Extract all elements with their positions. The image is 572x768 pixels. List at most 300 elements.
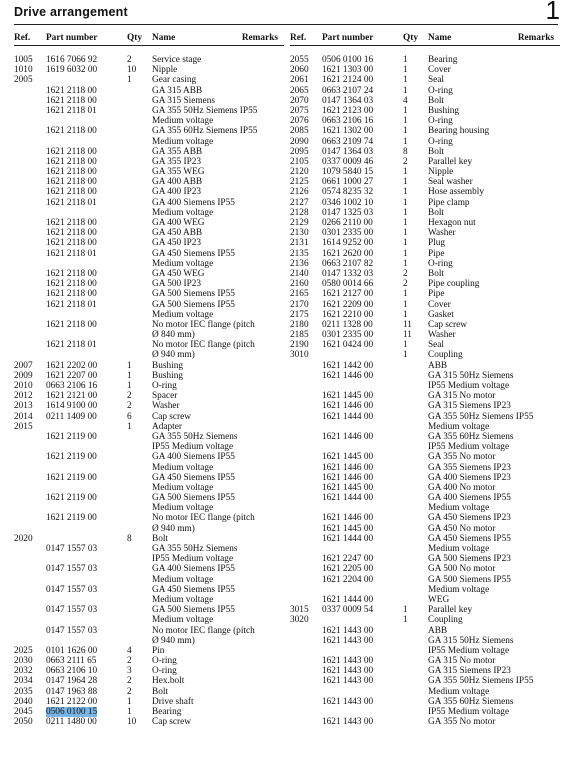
part-number-cell: 1621 2118 01 bbox=[46, 197, 97, 208]
table-row bbox=[14, 238, 284, 248]
part-number-cell: 1621 1443 00 bbox=[322, 666, 374, 677]
qty-cell: 1 bbox=[403, 340, 408, 351]
name-cell: GA 450 IP23 bbox=[152, 238, 202, 249]
name-cell: Medium voltage bbox=[152, 136, 214, 147]
name-cell: Bolt bbox=[152, 533, 169, 544]
table-row bbox=[14, 595, 284, 605]
part-number-cell: 1621 2118 00 bbox=[46, 289, 97, 300]
table-row bbox=[290, 279, 560, 289]
name-cell: GA 400 ABB bbox=[152, 177, 203, 188]
header-name: Name bbox=[428, 33, 452, 43]
name-cell: GA 355 60Hz Siemens IP55 bbox=[152, 126, 258, 137]
name-cell: Nipple bbox=[152, 65, 178, 76]
ref-cell: 2160 bbox=[290, 279, 309, 290]
parts-list-left bbox=[14, 55, 284, 727]
table-row bbox=[14, 177, 284, 187]
part-number-cell: 0337 0009 54 bbox=[322, 605, 374, 616]
name-cell: Washer bbox=[428, 330, 456, 341]
name-cell: Medium voltage bbox=[152, 574, 214, 585]
part-number-cell: 1616 7066 92 bbox=[46, 55, 98, 65]
name-cell: Seal bbox=[428, 75, 445, 86]
qty-cell: 1 bbox=[403, 289, 408, 300]
table-row bbox=[290, 259, 560, 269]
ref-cell: 2175 bbox=[290, 309, 309, 320]
name-cell: ABB bbox=[428, 625, 448, 636]
qty-cell: 1 bbox=[127, 370, 132, 381]
part-number-cell: 1621 1443 00 bbox=[322, 717, 374, 728]
part-number-cell: 1621 2118 00 bbox=[46, 279, 97, 290]
header-ref: Ref. bbox=[14, 33, 31, 43]
name-cell: O-ring bbox=[152, 666, 177, 677]
name-cell: Bushing bbox=[152, 370, 183, 381]
part-number-cell: 0147 1325 03 bbox=[322, 207, 374, 218]
table-row bbox=[290, 96, 560, 106]
name-cell: Pipe clamp bbox=[428, 197, 470, 208]
part-number-cell: 1621 1446 00 bbox=[322, 472, 374, 483]
part-number-cell: 0147 1557 03 bbox=[46, 544, 98, 554]
name-cell: IP55 Medium voltage bbox=[428, 381, 510, 391]
ref-cell: 2025 bbox=[14, 645, 33, 656]
qty-cell: 1 bbox=[127, 360, 132, 371]
part-number-cell: 1621 1445 00 bbox=[322, 523, 374, 534]
name-cell: Medium voltage bbox=[428, 686, 490, 697]
table-row bbox=[14, 361, 284, 371]
table-row bbox=[290, 575, 560, 585]
name-cell: GA 355 50Hz Siemens bbox=[152, 431, 238, 442]
table-row bbox=[290, 187, 560, 197]
table-row bbox=[14, 116, 284, 126]
name-cell: GA 355 50Hz Siemens IP55 bbox=[428, 411, 534, 422]
part-number-cell: 0346 1002 10 bbox=[322, 197, 374, 208]
name-cell: GA 355 50Hz Siemens IP55 bbox=[152, 105, 258, 116]
name-cell: GA 355 50Hz Siemens bbox=[152, 544, 238, 554]
ref-cell: 1010 bbox=[14, 65, 33, 76]
parts-column-right bbox=[290, 33, 560, 727]
name-cell: O-ring bbox=[428, 136, 453, 147]
table-row bbox=[290, 218, 560, 228]
qty-cell: 1 bbox=[403, 126, 408, 137]
table-row bbox=[14, 86, 284, 96]
name-cell: GA 450 Siemens IP55 bbox=[152, 472, 235, 483]
ref-cell: 2135 bbox=[290, 248, 309, 259]
qty-cell: 2 bbox=[403, 279, 408, 290]
table-row bbox=[14, 697, 284, 707]
part-number-cell: 1079 5840 15 bbox=[322, 167, 374, 178]
part-number-cell: 1621 0424 00 bbox=[322, 340, 374, 351]
qty-cell: 2 bbox=[127, 391, 132, 402]
part-number-cell: 1621 2118 00 bbox=[46, 146, 97, 157]
qty-cell: 11 bbox=[403, 319, 412, 330]
name-cell: Seal washer bbox=[428, 177, 473, 188]
qty-cell: 1 bbox=[403, 228, 408, 239]
qty-cell: 1 bbox=[403, 136, 408, 147]
ref-cell: 2055 bbox=[290, 55, 309, 65]
part-number-cell: 1614 9100 00 bbox=[46, 401, 98, 412]
ref-cell: 2007 bbox=[14, 360, 33, 371]
name-cell: Ø 940 mm) bbox=[152, 523, 195, 534]
name-cell: Parallel key bbox=[428, 156, 473, 167]
part-number-cell: 1621 2118 01 bbox=[46, 105, 97, 116]
table-row bbox=[14, 187, 284, 197]
table-row bbox=[290, 666, 560, 676]
ref-cell: 2060 bbox=[290, 65, 309, 76]
name-cell: GA 315 ABB bbox=[152, 85, 203, 96]
name-cell: GA 355 ABB bbox=[152, 146, 203, 157]
table-row bbox=[290, 707, 560, 717]
qty-cell: 10 bbox=[127, 717, 137, 728]
qty-cell: 1 bbox=[403, 238, 408, 249]
table-row bbox=[290, 422, 560, 432]
header-qty: Qty bbox=[403, 33, 418, 43]
ref-cell: 2076 bbox=[290, 116, 309, 127]
part-number-cell: 0211 1328 00 bbox=[322, 319, 373, 330]
qty-cell: 1 bbox=[403, 167, 408, 178]
header-remarks: Remarks bbox=[517, 33, 554, 43]
qty-cell: 1 bbox=[403, 105, 408, 116]
table-row bbox=[14, 513, 284, 523]
column-header-right bbox=[290, 33, 560, 46]
ref-cell: 2120 bbox=[290, 167, 309, 178]
table-row bbox=[290, 65, 560, 75]
part-number-cell: 0147 1557 03 bbox=[46, 605, 98, 616]
table-row bbox=[14, 259, 284, 269]
qty-cell: 1 bbox=[403, 207, 408, 218]
ref-cell: 3020 bbox=[290, 615, 309, 626]
part-number-cell: 1621 1446 00 bbox=[322, 401, 374, 412]
part-number-cell: 1621 1444 00 bbox=[322, 493, 374, 504]
ref-cell: 2140 bbox=[290, 268, 309, 279]
qty-cell: 1 bbox=[403, 197, 408, 208]
table-row bbox=[14, 656, 284, 666]
part-number-cell: 1621 1446 00 bbox=[322, 462, 374, 473]
qty-cell: 11 bbox=[403, 330, 412, 341]
ref-cell: 2020 bbox=[14, 533, 33, 544]
name-cell: GA 400 Siemens IP23 bbox=[428, 472, 511, 483]
part-number-cell: 0147 1364 03 bbox=[322, 95, 374, 106]
part-number-cell: 0147 1963 88 bbox=[46, 686, 98, 697]
name-cell: Bearing bbox=[428, 55, 458, 65]
table-row bbox=[14, 371, 284, 381]
qty-cell: 1 bbox=[127, 421, 132, 432]
part-number-cell: 1621 2207 00 bbox=[46, 370, 98, 381]
ref-cell: 2032 bbox=[14, 666, 33, 677]
name-cell: GA 500 No motor bbox=[428, 564, 496, 575]
part-number-cell: 1621 2209 00 bbox=[322, 299, 374, 310]
table-row bbox=[290, 554, 560, 564]
part-number-cell: 1621 1445 00 bbox=[322, 391, 374, 402]
table-row bbox=[290, 595, 560, 605]
name-cell: Cover bbox=[428, 65, 451, 76]
name-cell: Medium voltage bbox=[428, 544, 490, 554]
ref-cell: 2136 bbox=[290, 258, 309, 269]
parts-list-right bbox=[290, 55, 560, 727]
ref-cell: 2070 bbox=[290, 95, 309, 106]
name-cell: Bushing bbox=[428, 105, 459, 116]
part-number-cell-selected: 0506 0100 15 bbox=[46, 707, 98, 717]
name-cell: Pipe coupling bbox=[428, 279, 480, 290]
qty-cell: 1 bbox=[403, 258, 408, 269]
table-row bbox=[14, 167, 284, 177]
ref-cell: 1005 bbox=[14, 55, 33, 65]
part-number-cell: 1621 1443 00 bbox=[322, 676, 374, 687]
table-row bbox=[14, 75, 284, 85]
ref-cell: 2015 bbox=[14, 421, 33, 432]
table-row bbox=[290, 401, 560, 411]
ref-cell: 2050 bbox=[14, 717, 33, 728]
name-cell: GA 400 Siemens IP55 bbox=[152, 197, 235, 208]
table-row bbox=[14, 310, 284, 320]
ref-cell: 2128 bbox=[290, 207, 309, 218]
name-cell: Hex.bolt bbox=[152, 676, 185, 687]
table-row bbox=[290, 249, 560, 259]
table-row bbox=[290, 697, 560, 707]
name-cell: No motor IEC flange (pitch bbox=[152, 340, 255, 351]
part-number-cell: 1621 1446 00 bbox=[322, 513, 374, 524]
ref-cell: 3015 bbox=[290, 605, 309, 616]
name-cell: Medium voltage bbox=[152, 503, 214, 514]
part-number-cell: 1621 2123 00 bbox=[322, 105, 374, 116]
name-cell: GA 355 Siemens IP23 bbox=[428, 462, 511, 473]
table-row bbox=[14, 422, 284, 432]
table-row bbox=[14, 442, 284, 452]
ref-cell: 2045 bbox=[14, 707, 33, 717]
part-number-cell: 1621 2118 00 bbox=[46, 85, 97, 96]
part-number-cell: 0147 1557 03 bbox=[46, 625, 98, 636]
name-cell: GA 315 Siemens IP23 bbox=[428, 666, 511, 677]
table-row bbox=[290, 340, 560, 350]
table-row bbox=[290, 177, 560, 187]
table-row bbox=[290, 524, 560, 534]
part-number-cell: 1621 2119 00 bbox=[46, 513, 97, 524]
part-number-cell: 1621 2118 00 bbox=[46, 177, 97, 188]
name-cell: GA 500 Siemens IP55 bbox=[152, 299, 235, 310]
ref-cell: 2165 bbox=[290, 289, 309, 300]
name-cell: Hexagon nut bbox=[428, 218, 476, 228]
ref-cell: 2030 bbox=[14, 656, 33, 667]
ref-cell: 2126 bbox=[290, 187, 309, 198]
table-row bbox=[14, 300, 284, 310]
name-cell: GA 500 Siemens IP55 bbox=[152, 605, 235, 616]
qty-cell: 2 bbox=[127, 55, 132, 65]
table-row bbox=[14, 269, 284, 279]
table-row bbox=[290, 106, 560, 116]
table-row bbox=[290, 646, 560, 656]
part-number-cell: 1621 2118 01 bbox=[46, 340, 97, 351]
part-number-cell: 1621 2119 00 bbox=[46, 431, 97, 442]
part-number-cell: 0574 8235 32 bbox=[322, 187, 374, 198]
name-cell: GA 400 IP23 bbox=[152, 187, 202, 198]
name-cell: Bolt bbox=[428, 207, 445, 218]
qty-cell: 2 bbox=[127, 676, 132, 687]
name-cell: Bolt bbox=[428, 268, 445, 279]
name-cell: Medium voltage bbox=[428, 503, 490, 514]
part-number-cell: 1621 2205 00 bbox=[322, 564, 374, 575]
table-row bbox=[290, 473, 560, 483]
table-row bbox=[290, 361, 560, 371]
table-row bbox=[290, 238, 560, 248]
table-row bbox=[290, 626, 560, 636]
qty-cell: 1 bbox=[403, 605, 408, 616]
part-number-cell: 1621 2122 00 bbox=[46, 696, 98, 707]
table-row bbox=[290, 320, 560, 330]
qty-cell: 1 bbox=[403, 248, 408, 259]
table-row bbox=[14, 544, 284, 554]
part-number-cell: 1621 2118 01 bbox=[46, 299, 97, 310]
table-row bbox=[290, 330, 560, 340]
name-cell: No motor IEC flange (pitch bbox=[152, 625, 255, 636]
name-cell: GA 355 50Hz Siemens IP55 bbox=[428, 676, 534, 687]
qty-cell: 1 bbox=[403, 350, 408, 361]
table-row bbox=[290, 564, 560, 574]
part-number-cell: 1621 2118 00 bbox=[46, 126, 97, 137]
ref-cell: 2009 bbox=[14, 370, 33, 381]
name-cell: Bearing housing bbox=[428, 126, 490, 137]
name-cell: Hose assembly bbox=[428, 187, 485, 198]
name-cell: Cap screw bbox=[428, 319, 467, 330]
table-row bbox=[14, 554, 284, 564]
qty-cell: 1 bbox=[403, 299, 408, 310]
ref-cell: 2040 bbox=[14, 696, 33, 707]
table-row bbox=[14, 350, 284, 360]
ref-cell: 2010 bbox=[14, 381, 33, 391]
name-cell: IP55 Medium voltage bbox=[152, 554, 234, 565]
table-row bbox=[290, 534, 560, 544]
part-number-cell: 1621 2118 00 bbox=[46, 187, 97, 198]
part-number-cell: 0147 1364 03 bbox=[322, 146, 374, 157]
ref-cell: 2131 bbox=[290, 238, 309, 249]
table-row bbox=[290, 585, 560, 595]
name-cell: O-ring bbox=[152, 656, 177, 667]
part-number-cell: 0147 1557 03 bbox=[46, 584, 98, 595]
name-cell: Gasket bbox=[428, 309, 454, 320]
table-row bbox=[290, 432, 560, 442]
name-cell: IP55 Medium voltage bbox=[428, 442, 510, 453]
qty-cell: 6 bbox=[127, 411, 132, 422]
part-number-cell: 1621 1443 00 bbox=[322, 625, 374, 636]
header-name: Name bbox=[152, 33, 176, 43]
header-part-number: Part number bbox=[46, 33, 98, 43]
name-cell: Washer bbox=[152, 401, 180, 412]
name-cell: Bolt bbox=[152, 686, 169, 697]
table-row bbox=[14, 626, 284, 636]
table-row bbox=[14, 493, 284, 503]
name-cell: GA 315 Siemens IP23 bbox=[428, 401, 511, 412]
ref-cell: 3010 bbox=[290, 350, 309, 361]
name-cell: GA 315 No motor bbox=[428, 391, 496, 402]
table-row bbox=[14, 391, 284, 401]
name-cell: GA 315 No motor bbox=[428, 656, 496, 667]
part-number-cell: 0266 2110 00 bbox=[322, 218, 373, 228]
qty-cell: 2 bbox=[127, 686, 132, 697]
table-row bbox=[290, 412, 560, 422]
table-row bbox=[290, 656, 560, 666]
table-row bbox=[14, 717, 284, 727]
part-number-cell: 0147 1332 03 bbox=[322, 268, 374, 279]
name-cell: GA 450 Siemens IP55 bbox=[152, 248, 235, 259]
part-number-cell: 0147 1964 28 bbox=[46, 676, 98, 687]
name-cell: Bushing bbox=[152, 360, 183, 371]
qty-cell: 1 bbox=[403, 615, 408, 626]
name-cell: GA 400 No motor bbox=[428, 482, 496, 493]
table-row bbox=[14, 320, 284, 330]
table-row bbox=[14, 707, 284, 717]
table-row bbox=[290, 310, 560, 320]
name-cell: GA 355 60Hz Siemens bbox=[428, 431, 514, 442]
name-cell: O-ring bbox=[152, 381, 177, 391]
part-number-cell: 1621 1444 00 bbox=[322, 411, 374, 422]
qty-cell: 1 bbox=[403, 55, 408, 65]
header-remarks: Remarks bbox=[241, 33, 278, 43]
name-cell: Ø 940 mm) bbox=[152, 350, 195, 361]
name-cell: GA 315 Siemens bbox=[152, 95, 216, 106]
table-row bbox=[14, 503, 284, 513]
table-row bbox=[14, 208, 284, 218]
name-cell: IP55 Medium voltage bbox=[152, 442, 234, 453]
name-cell: Medium voltage bbox=[428, 421, 490, 432]
name-cell: Bolt bbox=[428, 95, 445, 106]
part-number-cell: 0101 1626 00 bbox=[46, 645, 98, 656]
part-number-cell: 1621 2118 00 bbox=[46, 167, 97, 178]
ref-cell: 2125 bbox=[290, 177, 309, 188]
part-number-cell: 1621 2119 00 bbox=[46, 493, 97, 504]
name-cell: No motor IEC flange (pitch bbox=[152, 513, 255, 524]
table-row bbox=[290, 269, 560, 279]
ref-cell: 2013 bbox=[14, 401, 33, 412]
name-cell: GA 500 IP23 bbox=[152, 279, 202, 290]
name-cell: GA 400 WEG bbox=[152, 218, 205, 228]
name-cell: IP55 Medium voltage bbox=[428, 707, 510, 717]
qty-cell: 2 bbox=[127, 656, 132, 667]
name-cell: Medium voltage bbox=[152, 116, 214, 127]
name-cell: Pipe bbox=[428, 289, 445, 300]
table-row bbox=[14, 198, 284, 208]
part-number-cell: 1621 2210 00 bbox=[322, 309, 374, 320]
name-cell: Cap screw bbox=[152, 717, 191, 728]
header-qty: Qty bbox=[127, 33, 142, 43]
parts-column-left bbox=[14, 33, 284, 727]
ref-cell: 2185 bbox=[290, 330, 309, 341]
part-number-cell: 0663 2111 65 bbox=[46, 656, 97, 667]
ref-cell: 2095 bbox=[290, 146, 309, 157]
table-row bbox=[290, 391, 560, 401]
name-cell: GA 355 No motor bbox=[428, 452, 496, 463]
ref-cell: 2012 bbox=[14, 391, 33, 402]
table-row bbox=[14, 483, 284, 493]
name-cell: Medium voltage bbox=[152, 482, 214, 493]
part-number-cell: 1621 1445 00 bbox=[322, 482, 374, 493]
name-cell: Cap screw bbox=[152, 411, 191, 422]
ref-cell: 2075 bbox=[290, 105, 309, 116]
table-row bbox=[14, 666, 284, 676]
name-cell: O-ring bbox=[428, 258, 453, 269]
name-cell: Bearing bbox=[152, 707, 182, 717]
part-number-cell: 0506 0100 16 bbox=[322, 55, 374, 65]
qty-cell: 1 bbox=[403, 187, 408, 198]
table-row bbox=[14, 249, 284, 259]
name-cell: Cover bbox=[428, 299, 451, 310]
name-cell: GA 355 WEG bbox=[152, 167, 205, 178]
part-number-cell: 1621 2119 00 bbox=[46, 472, 97, 483]
part-number-cell: 1621 2124 00 bbox=[322, 75, 374, 86]
qty-cell: 2 bbox=[403, 268, 408, 279]
table-row bbox=[290, 503, 560, 513]
part-number-cell: 1621 1443 00 bbox=[322, 656, 374, 667]
table-row bbox=[290, 208, 560, 218]
page-title: Drive arrangement bbox=[14, 5, 128, 19]
table-row bbox=[290, 544, 560, 554]
table-row bbox=[290, 513, 560, 523]
name-cell: Washer bbox=[428, 228, 456, 239]
